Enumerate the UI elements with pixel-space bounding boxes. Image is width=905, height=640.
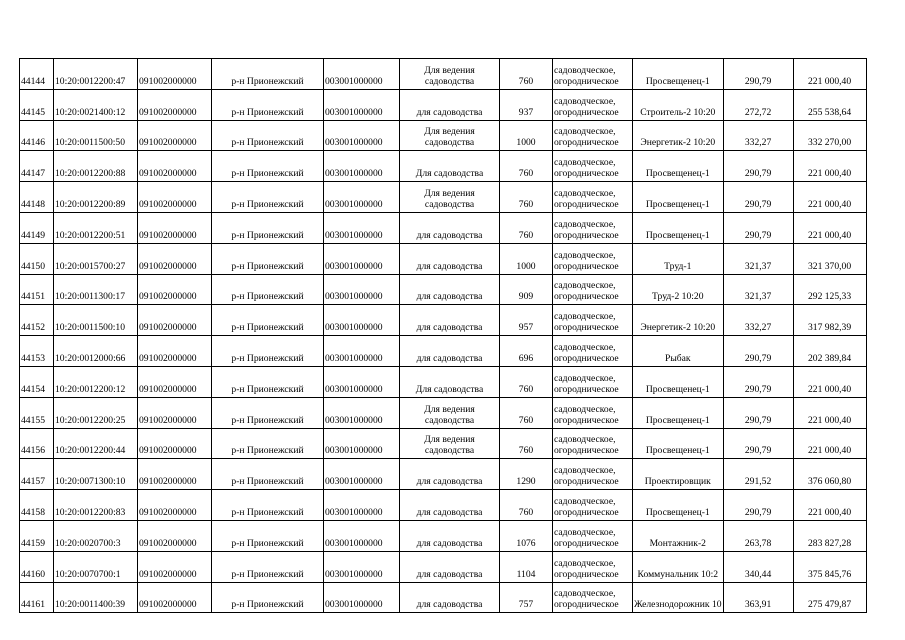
cadastral-number-cell: 10:20:0020700:3: [54, 520, 138, 551]
permitted-use-cell-line: для садоводства: [416, 537, 483, 549]
category-cell-line: огородническое: [554, 476, 619, 488]
table-row: [20, 274, 867, 305]
okato-cell: 003001000000: [324, 459, 400, 490]
row-id-cell: 44154: [20, 366, 54, 397]
district-cell: р-н Прионежский: [212, 212, 324, 243]
cadastral-value-cell: 221 000,40: [793, 212, 866, 243]
okato-cell: 003001000000: [324, 397, 400, 428]
row-id-cell: 44155: [20, 397, 54, 428]
land-registry-table: [19, 58, 867, 613]
table-row: [20, 59, 867, 90]
district-cell: р-н Прионежский: [212, 274, 324, 305]
society-cell: Коммунальник 10:2: [633, 551, 724, 582]
society-cell: Просвещенец-1: [633, 212, 724, 243]
permitted-use-cell: [400, 428, 500, 459]
table-row: [20, 212, 867, 243]
permitted-use-cell: [400, 582, 500, 613]
category-cell-line: огородническое: [554, 75, 619, 87]
category-cell-line: садоводческое,: [554, 311, 616, 323]
cadastral-number-cell: 10:20:0012200:51: [54, 212, 138, 243]
category-cell: [553, 243, 633, 274]
category-cell-line: огородническое: [554, 106, 619, 118]
category-cell-line: огородническое: [554, 322, 619, 334]
category-cell-line: садоводческое,: [554, 495, 616, 507]
cadastral-value-cell: 255 538,64: [793, 89, 866, 120]
category-cell: [553, 151, 633, 182]
table-row: [20, 366, 867, 397]
category-cell-line: садоводческое,: [554, 557, 616, 569]
category-cell-line: садоводческое,: [554, 280, 616, 292]
row-id-cell: 44149: [20, 212, 54, 243]
permitted-use-cell: [400, 89, 500, 120]
category-cell-line: садоводческое,: [554, 403, 616, 415]
permitted-use-cell: [400, 366, 500, 397]
district-cell: р-н Прионежский: [212, 582, 324, 613]
okato-cell: 003001000000: [324, 490, 400, 521]
table-row: [20, 582, 867, 613]
code-cell: 091002000000: [138, 274, 212, 305]
table-row: [20, 89, 867, 120]
category-cell-line: садоводческое,: [554, 588, 616, 600]
rate-cell: 363,91: [723, 582, 793, 613]
row-id-cell: 44150: [20, 243, 54, 274]
okato-cell: 003001000000: [324, 305, 400, 336]
table-row: [20, 243, 867, 274]
society-cell: Просвещенец-1: [633, 490, 724, 521]
society-cell: Труд-1: [633, 243, 724, 274]
area-cell: 1000: [500, 120, 553, 151]
permitted-use-cell-line: для садоводства: [416, 352, 483, 364]
okato-cell: 003001000000: [324, 89, 400, 120]
table-row: [20, 182, 867, 213]
cadastral-value-cell: 221 000,40: [793, 366, 866, 397]
cadastral-value-cell: 202 389,84: [793, 336, 866, 367]
category-cell-line: садоводческое,: [554, 372, 616, 384]
category-cell-line: садоводческое,: [554, 465, 616, 477]
table-row: [20, 551, 867, 582]
cadastral-number-cell: 10:20:0070700:1: [54, 551, 138, 582]
category-cell: [553, 89, 633, 120]
category-cell: [553, 459, 633, 490]
category-cell-line: огородническое: [554, 506, 619, 518]
rate-cell: 290,79: [723, 397, 793, 428]
category-cell: [553, 428, 633, 459]
row-id-cell: 44158: [20, 490, 54, 521]
row-id-cell: 44148: [20, 182, 54, 213]
category-cell-line: огородническое: [554, 291, 619, 303]
code-cell: 091002000000: [138, 89, 212, 120]
society-cell: Труд-2 10:20: [633, 274, 724, 305]
cadastral-number-cell: 10:20:0012200:83: [54, 490, 138, 521]
okato-cell: 003001000000: [324, 151, 400, 182]
category-cell-line: огородническое: [554, 198, 619, 210]
permitted-use-cell: [400, 397, 500, 428]
permitted-use-cell-line: для садоводства: [416, 599, 483, 611]
permitted-use-cell-line: садоводства: [424, 137, 475, 149]
category-cell: [553, 551, 633, 582]
rate-cell: 290,79: [723, 182, 793, 213]
rate-cell: 321,37: [723, 274, 793, 305]
permitted-use-cell-line: Для садоводства: [415, 383, 484, 395]
category-cell: [553, 305, 633, 336]
row-id-cell: 44147: [20, 151, 54, 182]
area-cell: 937: [500, 89, 553, 120]
permitted-use-cell-line: для садоводства: [416, 322, 483, 334]
cadastral-value-cell: 317 982,39: [793, 305, 866, 336]
society-cell: Просвещенец-1: [633, 59, 724, 90]
row-id-cell: 44152: [20, 305, 54, 336]
cadastral-value-cell: 221 000,40: [793, 397, 866, 428]
cadastral-value-cell: 283 827,28: [793, 520, 866, 551]
code-cell: 091002000000: [138, 120, 212, 151]
cadastral-number-cell: 10:20:0012200:25: [54, 397, 138, 428]
rate-cell: 290,79: [723, 151, 793, 182]
rate-cell: 290,79: [723, 336, 793, 367]
society-cell: Проектировщик: [633, 459, 724, 490]
permitted-use-cell-line: садоводства: [424, 198, 475, 210]
table-row: [20, 490, 867, 521]
code-cell: 091002000000: [138, 212, 212, 243]
category-cell: [553, 520, 633, 551]
cadastral-value-cell: 292 125,33: [793, 274, 866, 305]
area-cell: 1076: [500, 520, 553, 551]
category-cell-line: садоводческое,: [554, 126, 616, 138]
district-cell: р-н Прионежский: [212, 459, 324, 490]
row-id-cell: 44160: [20, 551, 54, 582]
okato-cell: 003001000000: [324, 243, 400, 274]
permitted-use-cell-line: для садоводства: [416, 291, 483, 303]
rate-cell: 290,79: [723, 428, 793, 459]
cadastral-number-cell: 10:20:0021400:12: [54, 89, 138, 120]
cadastral-value-cell: 221 000,40: [793, 151, 866, 182]
permitted-use-cell: [400, 274, 500, 305]
permitted-use-cell-line: Для ведения: [424, 403, 475, 415]
permitted-use-cell: [400, 212, 500, 243]
okato-cell: 003001000000: [324, 59, 400, 90]
permitted-use-cell-line: для садоводства: [416, 568, 483, 580]
area-cell: 757: [500, 582, 553, 613]
category-cell-line: огородническое: [554, 168, 619, 180]
code-cell: 091002000000: [138, 582, 212, 613]
area-cell: 760: [500, 490, 553, 521]
row-id-cell: 44145: [20, 89, 54, 120]
cadastral-value-cell: 221 000,40: [793, 59, 866, 90]
row-id-cell: 44156: [20, 428, 54, 459]
row-id-cell: 44153: [20, 336, 54, 367]
permitted-use-cell: [400, 459, 500, 490]
code-cell: 091002000000: [138, 520, 212, 551]
rate-cell: 272,72: [723, 89, 793, 120]
category-cell: [553, 182, 633, 213]
area-cell: 760: [500, 182, 553, 213]
society-cell: Просвещенец-1: [633, 182, 724, 213]
cadastral-number-cell: 10:20:0011400:39: [54, 582, 138, 613]
okato-cell: 003001000000: [324, 336, 400, 367]
cadastral-number-cell: 10:20:0015700:27: [54, 243, 138, 274]
society-cell: Просвещенец-1: [633, 151, 724, 182]
okato-cell: 003001000000: [324, 551, 400, 582]
category-cell: [553, 212, 633, 243]
category-cell: [553, 274, 633, 305]
permitted-use-cell: [400, 336, 500, 367]
district-cell: р-н Прионежский: [212, 59, 324, 90]
category-cell-line: огородническое: [554, 445, 619, 457]
area-cell: 909: [500, 274, 553, 305]
permitted-use-cell-line: Для садоводства: [415, 168, 484, 180]
category-cell-line: огородническое: [554, 414, 619, 426]
district-cell: р-н Прионежский: [212, 397, 324, 428]
society-cell: Энергетик-2 10:20: [633, 120, 724, 151]
code-cell: 091002000000: [138, 243, 212, 274]
okato-cell: 003001000000: [324, 120, 400, 151]
rate-cell: 291,52: [723, 459, 793, 490]
table-row: [20, 151, 867, 182]
permitted-use-cell-line: для садоводства: [416, 229, 483, 241]
society-cell: Энергетик-2 10:20: [633, 305, 724, 336]
society-cell: Монтажник-2: [633, 520, 724, 551]
district-cell: р-н Прионежский: [212, 305, 324, 336]
permitted-use-cell: [400, 151, 500, 182]
code-cell: 091002000000: [138, 151, 212, 182]
cadastral-number-cell: 10:20:0011500:50: [54, 120, 138, 151]
category-cell: [553, 582, 633, 613]
category-cell: [553, 366, 633, 397]
permitted-use-cell: [400, 182, 500, 213]
cadastral-number-cell: 10:20:0071300:10: [54, 459, 138, 490]
permitted-use-cell-line: для садоводства: [416, 106, 483, 118]
area-cell: 957: [500, 305, 553, 336]
category-cell-line: садоводческое,: [554, 341, 616, 353]
district-cell: р-н Прионежский: [212, 89, 324, 120]
row-id-cell: 44159: [20, 520, 54, 551]
row-id-cell: 44144: [20, 59, 54, 90]
permitted-use-cell: [400, 305, 500, 336]
permitted-use-cell: [400, 551, 500, 582]
district-cell: р-н Прионежский: [212, 336, 324, 367]
district-cell: р-н Прионежский: [212, 120, 324, 151]
table-row: [20, 428, 867, 459]
okato-cell: 003001000000: [324, 428, 400, 459]
category-cell-line: огородническое: [554, 599, 619, 611]
permitted-use-cell: [400, 120, 500, 151]
permitted-use-cell-line: Для ведения: [424, 64, 475, 76]
rate-cell: 290,79: [723, 490, 793, 521]
cadastral-value-cell: 321 370,00: [793, 243, 866, 274]
permitted-use-cell: [400, 243, 500, 274]
okato-cell: 003001000000: [324, 582, 400, 613]
category-cell: [553, 397, 633, 428]
cadastral-number-cell: 10:20:0012200:12: [54, 366, 138, 397]
category-cell-line: садоводческое,: [554, 526, 616, 538]
cadastral-value-cell: 221 000,40: [793, 428, 866, 459]
cadastral-value-cell: 221 000,40: [793, 182, 866, 213]
category-cell: [553, 490, 633, 521]
cadastral-number-cell: 10:20:0012000:66: [54, 336, 138, 367]
code-cell: 091002000000: [138, 459, 212, 490]
okato-cell: 003001000000: [324, 274, 400, 305]
permitted-use-cell-line: садоводства: [424, 414, 475, 426]
category-cell: [553, 120, 633, 151]
permitted-use-cell-line: Для ведения: [424, 434, 475, 446]
code-cell: 091002000000: [138, 551, 212, 582]
district-cell: р-н Прионежский: [212, 490, 324, 521]
category-cell-line: садоводческое,: [554, 218, 616, 230]
category-cell-line: садоводческое,: [554, 64, 616, 76]
code-cell: 091002000000: [138, 366, 212, 397]
code-cell: 091002000000: [138, 305, 212, 336]
okato-cell: 003001000000: [324, 520, 400, 551]
row-id-cell: 44146: [20, 120, 54, 151]
category-cell-line: огородническое: [554, 260, 619, 272]
permitted-use-cell-line: Для ведения: [424, 126, 475, 138]
category-cell-line: огородническое: [554, 568, 619, 580]
rate-cell: 332,27: [723, 305, 793, 336]
table-row: [20, 305, 867, 336]
district-cell: р-н Прионежский: [212, 182, 324, 213]
cadastral-value-cell: 275 479,87: [793, 582, 866, 613]
permitted-use-cell-line: для садоводства: [416, 506, 483, 518]
cadastral-number-cell: 10:20:0012200:44: [54, 428, 138, 459]
table-row: [20, 397, 867, 428]
okato-cell: 003001000000: [324, 366, 400, 397]
area-cell: 1104: [500, 551, 553, 582]
category-cell-line: садоводческое,: [554, 434, 616, 446]
society-cell: Железнодорожник 10: [633, 582, 724, 613]
permitted-use-cell: [400, 490, 500, 521]
area-cell: 760: [500, 59, 553, 90]
permitted-use-cell-line: для садоводства: [416, 260, 483, 272]
category-cell-line: огородническое: [554, 137, 619, 149]
category-cell-line: садоводческое,: [554, 95, 616, 107]
area-cell: 760: [500, 212, 553, 243]
cadastral-value-cell: 332 270,00: [793, 120, 866, 151]
rate-cell: 290,79: [723, 59, 793, 90]
permitted-use-cell-line: для садоводства: [416, 476, 483, 488]
category-cell-line: огородническое: [554, 352, 619, 364]
area-cell: 760: [500, 151, 553, 182]
rate-cell: 290,79: [723, 366, 793, 397]
area-cell: 760: [500, 397, 553, 428]
code-cell: 091002000000: [138, 336, 212, 367]
cadastral-number-cell: 10:20:0012200:47: [54, 59, 138, 90]
district-cell: р-н Прионежский: [212, 243, 324, 274]
district-cell: р-н Прионежский: [212, 520, 324, 551]
area-cell: 760: [500, 366, 553, 397]
rate-cell: 332,27: [723, 120, 793, 151]
okato-cell: 003001000000: [324, 182, 400, 213]
cadastral-number-cell: 10:20:0012200:88: [54, 151, 138, 182]
rate-cell: 321,37: [723, 243, 793, 274]
district-cell: р-н Прионежский: [212, 428, 324, 459]
category-cell-line: огородническое: [554, 537, 619, 549]
code-cell: 091002000000: [138, 59, 212, 90]
permitted-use-cell: [400, 59, 500, 90]
society-cell: Просвещенец-1: [633, 397, 724, 428]
cadastral-value-cell: 375 845,76: [793, 551, 866, 582]
district-cell: р-н Прионежский: [212, 366, 324, 397]
category-cell: [553, 59, 633, 90]
permitted-use-cell: [400, 520, 500, 551]
society-cell: Просвещенец-1: [633, 366, 724, 397]
code-cell: 091002000000: [138, 428, 212, 459]
category-cell-line: садоводческое,: [554, 249, 616, 261]
cadastral-value-cell: 376 060,80: [793, 459, 866, 490]
society-cell: Рыбак: [633, 336, 724, 367]
cadastral-value-cell: 221 000,40: [793, 490, 866, 521]
code-cell: 091002000000: [138, 397, 212, 428]
district-cell: р-н Прионежский: [212, 551, 324, 582]
society-cell: Просвещенец-1: [633, 428, 724, 459]
area-cell: 1000: [500, 243, 553, 274]
cadastral-number-cell: 10:20:0011500:10: [54, 305, 138, 336]
rate-cell: 290,79: [723, 212, 793, 243]
row-id-cell: 44157: [20, 459, 54, 490]
category-cell-line: садоводческое,: [554, 157, 616, 169]
area-cell: 696: [500, 336, 553, 367]
row-id-cell: 44161: [20, 582, 54, 613]
cadastral-number-cell: 10:20:0011300:17: [54, 274, 138, 305]
category-cell: [553, 336, 633, 367]
cadastral-number-cell: 10:20:0012200:89: [54, 182, 138, 213]
row-id-cell: 44151: [20, 274, 54, 305]
district-cell: р-н Прионежский: [212, 151, 324, 182]
table-row: [20, 120, 867, 151]
table-row: [20, 520, 867, 551]
society-cell: Строитель-2 10:20: [633, 89, 724, 120]
area-cell: 760: [500, 428, 553, 459]
code-cell: 091002000000: [138, 182, 212, 213]
permitted-use-cell-line: садоводства: [424, 445, 475, 457]
table-body: [20, 59, 867, 613]
area-cell: 1290: [500, 459, 553, 490]
category-cell-line: огородническое: [554, 229, 619, 241]
table-row: [20, 459, 867, 490]
rate-cell: 263,78: [723, 520, 793, 551]
rate-cell: 340,44: [723, 551, 793, 582]
category-cell-line: садоводческое,: [554, 187, 616, 199]
table-row: [20, 336, 867, 367]
permitted-use-cell-line: Для ведения: [424, 187, 475, 199]
category-cell-line: огородническое: [554, 383, 619, 395]
code-cell: 091002000000: [138, 490, 212, 521]
permitted-use-cell-line: садоводства: [424, 75, 475, 87]
okato-cell: 003001000000: [324, 212, 400, 243]
